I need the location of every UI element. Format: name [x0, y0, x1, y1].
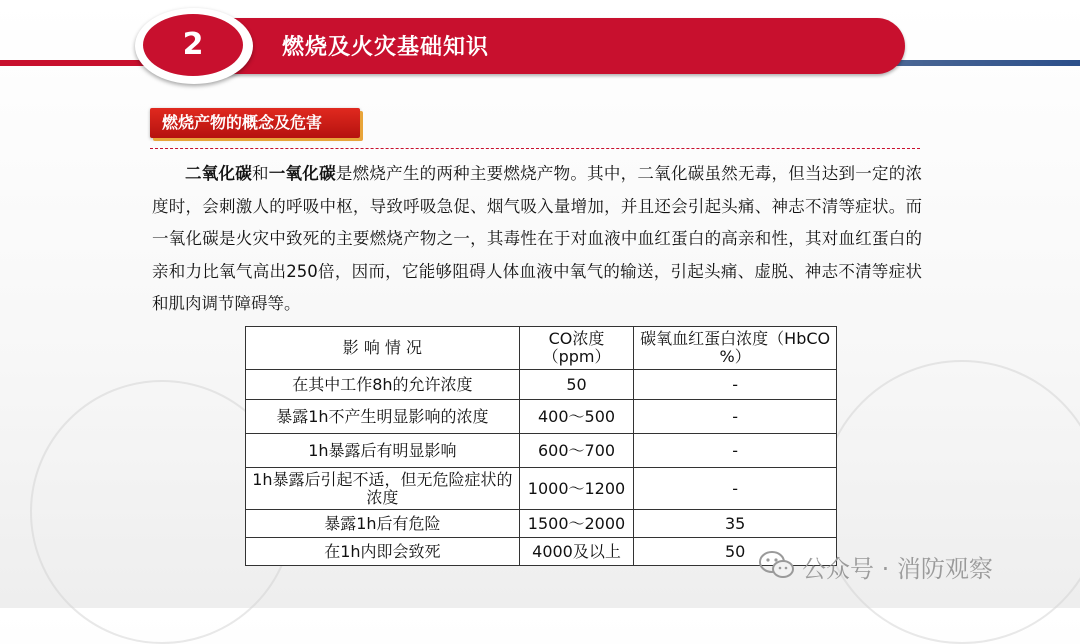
column-header: 影 响 情 况	[246, 327, 520, 370]
section-heading: 燃烧产物的概念及危害	[150, 108, 360, 138]
body-paragraph	[152, 158, 922, 321]
term-co2: 二氧化碳	[185, 164, 253, 183]
paragraph-text: 和	[252, 164, 269, 183]
section-number: 2	[182, 27, 204, 62]
table-cell: -	[634, 370, 837, 400]
table-row	[246, 434, 837, 468]
table-cell: 400～500	[519, 400, 634, 434]
wechat-icon	[758, 550, 796, 580]
background-decoration	[820, 360, 1080, 644]
table-cell: -	[634, 468, 837, 510]
column-header: CO浓度（ppm）	[519, 327, 634, 370]
watermark-text: 公众号 · 消防观察	[802, 555, 993, 583]
table-cell: -	[634, 400, 837, 434]
page-title: 燃烧及火灾基础知识	[282, 35, 490, 60]
table-cell: 600～700	[519, 434, 634, 468]
table-cell: 1500～2000	[519, 510, 634, 538]
paragraph-text: 是燃烧产生的两种主要燃烧产物。其中，二氧化碳虽然无毒，但当达到一定的浓度时，会刺激人的呼吸中枢，导致呼吸急促、烟气吸入量增加，并且还会引起头痛、神志不清等症状。而一氧化碳是火灾中致死的主要燃烧产物之一，其毒性在于对血液中血红蛋白的高亲和性，其对血红蛋白的亲和力比氧气高出250倍，因而，它能够阻碍人体血液中氧气的输送，引起头痛、虚脱、神志不清等症状和肌肉调节障碍等。	[152, 164, 923, 313]
table-cell: 1h暴露后有明显影响	[246, 434, 520, 468]
co-concentration-table	[245, 326, 837, 566]
table-cell: 1000～1200	[519, 468, 634, 510]
divider	[150, 148, 920, 149]
table-row	[246, 538, 837, 566]
table-cell: 暴露1h不产生明显影响的浓度	[246, 400, 520, 434]
table-cell: 35	[634, 510, 837, 538]
table-row	[246, 510, 837, 538]
table-cell: -	[634, 434, 837, 468]
table-row	[246, 468, 837, 510]
table-cell: 在其中工作8h的允许浓度	[246, 370, 520, 400]
table-row	[246, 370, 837, 400]
table-cell: 4000及以上	[519, 538, 634, 566]
table-header-row	[246, 327, 837, 370]
table-cell: 在1h内即会致死	[246, 538, 520, 566]
table-row	[246, 400, 837, 434]
column-header: 碳氧血红蛋白浓度（HbCO %）	[634, 327, 837, 370]
table-cell: 暴露1h后有危险	[246, 510, 520, 538]
table-cell: 50	[634, 538, 837, 566]
table-cell: 50	[519, 370, 634, 400]
term-co: 一氧化碳	[268, 164, 336, 183]
table-cell: 1h暴露后引起不适，但无危险症状的浓度	[246, 468, 520, 510]
